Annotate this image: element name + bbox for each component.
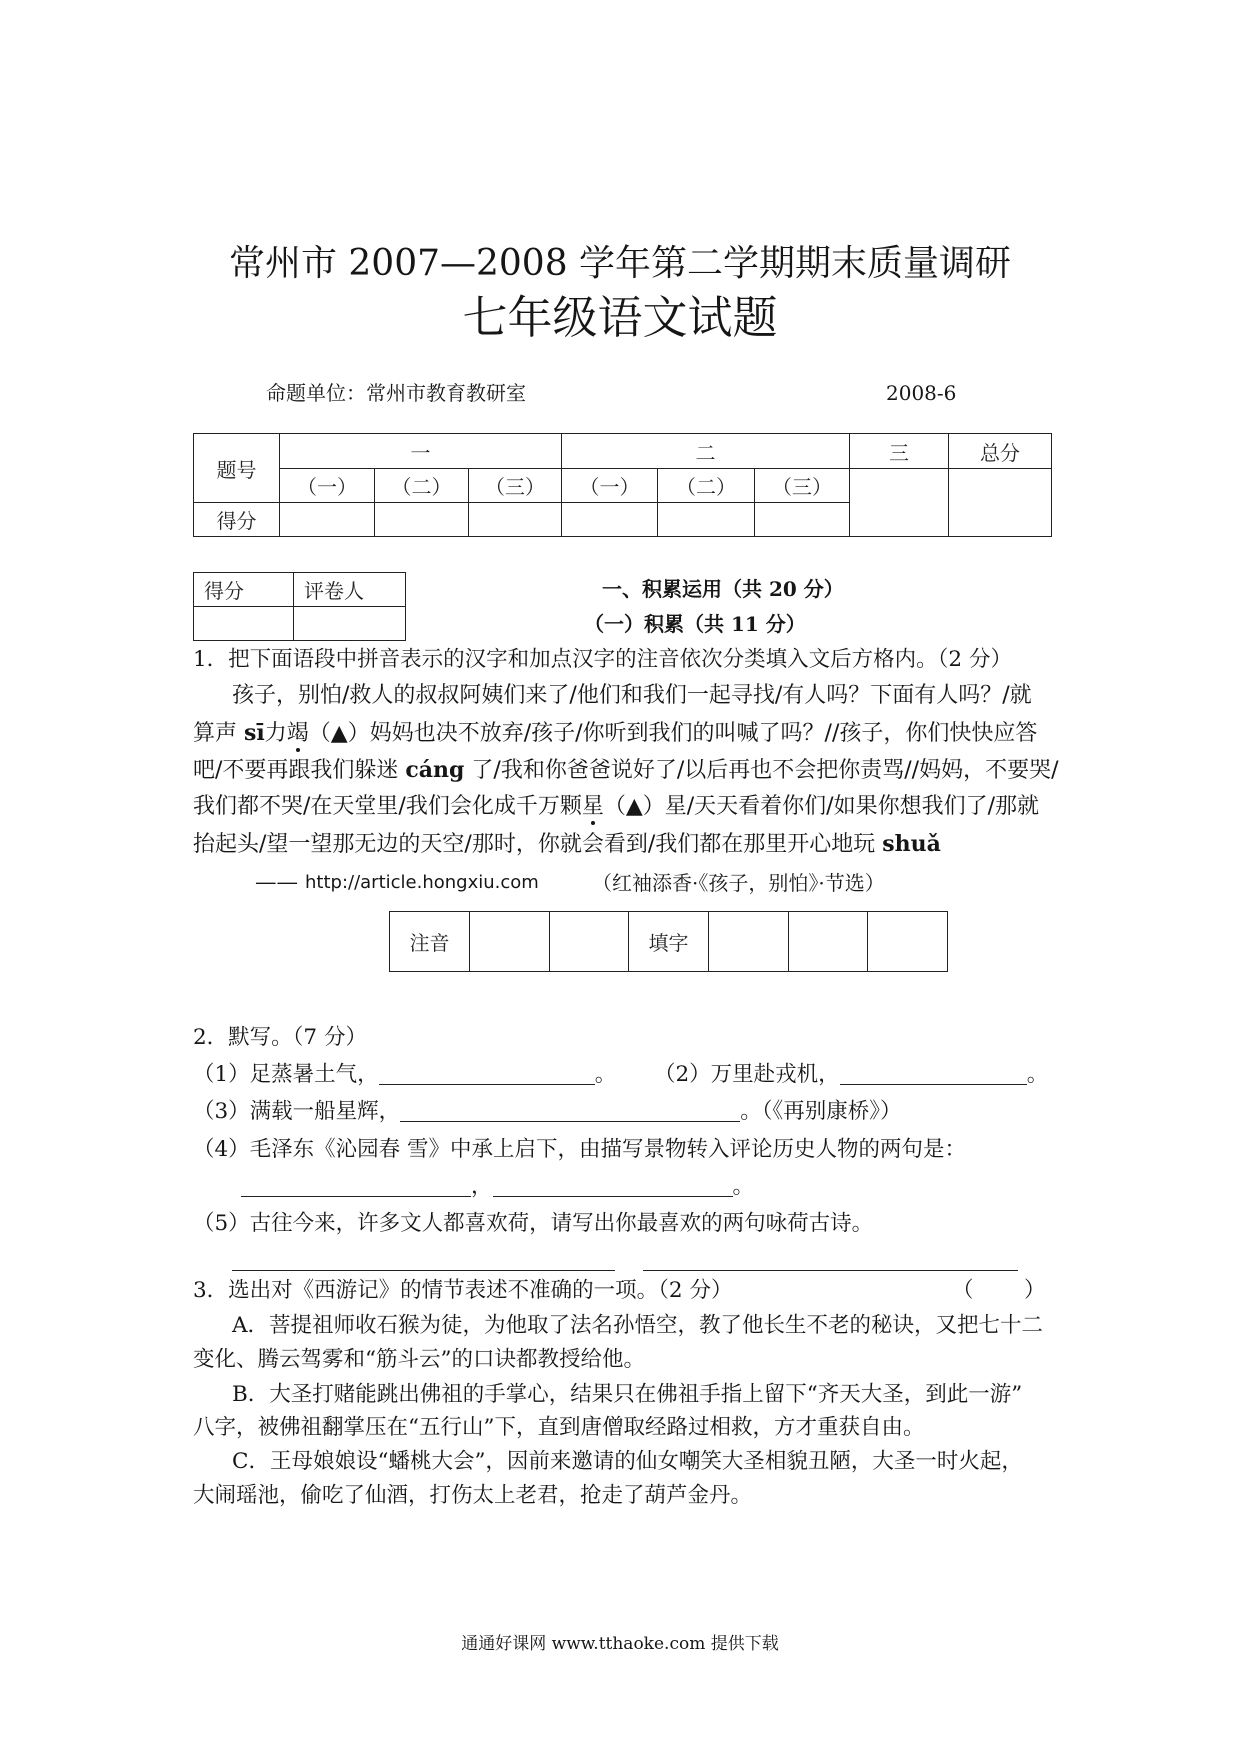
dictation-text: 。（《再别康桥》） xyxy=(740,1099,902,1124)
dictation-item-prompt: （4）毛泽东《沁园春 雪》中承上启下，由描写景物转入评论历史人物的两句是： xyxy=(193,1137,967,1162)
dictation-text: 。 xyxy=(1026,1062,1049,1087)
dotted-character: 竭 xyxy=(286,721,309,746)
grader-score-label: 得分 xyxy=(194,573,294,607)
passage-text: 我们都不哭/在天堂里/我们会化成千万颗 xyxy=(193,794,582,819)
source-url: http://article.hongxiu.com xyxy=(305,872,539,893)
passage-text: 算声 xyxy=(193,721,244,746)
score-cell xyxy=(658,503,755,537)
subpart-header: （一） xyxy=(280,469,375,503)
dictation-text: （3）满载一船星辉， xyxy=(193,1099,401,1124)
option-a-line: 变化、腾云驾雾和“筋斗云”的口诀都教授给他。 xyxy=(193,1347,645,1372)
pinyin-answer-cell xyxy=(470,912,550,972)
question-number-header: 题号 xyxy=(194,434,280,503)
passage-line xyxy=(193,755,1059,786)
score-cell xyxy=(469,503,562,537)
subpart-header: （三） xyxy=(469,469,562,503)
dictation-text: 。 xyxy=(732,1174,755,1199)
passage-line xyxy=(193,718,1037,749)
answer-bracket-close: ） xyxy=(1024,1278,1046,1303)
dictation-text: （2）万里赴戎机， xyxy=(654,1062,840,1087)
score-cell xyxy=(280,503,375,537)
dictation-text: （1）足蒸暑土气， xyxy=(193,1062,379,1087)
part-one-header: 一 xyxy=(280,434,562,469)
pinyin-text: shuǎ xyxy=(882,831,941,857)
passage-text: 了/我和你爸爸说好了/以后再也不会把你责骂//妈妈，不要哭/ xyxy=(464,758,1059,783)
dictation-text: 。 xyxy=(594,1062,617,1087)
grader-name-label: 评卷人 xyxy=(294,573,406,607)
answer-blank xyxy=(232,1270,615,1271)
answer-blank xyxy=(493,1175,733,1198)
grader-box xyxy=(193,572,406,641)
option-c-line: 大闹瑶池，偷吃了仙酒，打伤太上老君，抢走了葫芦金丹。 xyxy=(193,1483,753,1508)
pinyin-answer-label: 注音 xyxy=(390,912,470,972)
subpart-header: （二） xyxy=(658,469,755,503)
pinyin-text: cáng xyxy=(405,757,465,783)
option-b-line: B．大圣打赌能跳出佛祖的手掌心，结果只在佛祖手指上留下“齐天大圣，到此一游” xyxy=(232,1382,1023,1407)
passage-text: （▲）星/天天看着你们/如果你想我们了/那就 xyxy=(603,794,1040,819)
pinyin-answer-cell xyxy=(550,912,629,972)
dictation-text: ， xyxy=(471,1174,493,1199)
subpart-header: （一） xyxy=(562,469,658,503)
grader-name-cell xyxy=(294,607,406,641)
dictation-item-prompt: （5）古往今来，许多文人都喜欢荷，请写出你最喜欢的两句咏荷古诗。 xyxy=(193,1211,874,1236)
section-title: 一、积累运用（共 20 分） xyxy=(602,577,844,601)
exam-title: 常州市 2007—2008 学年第二学期期末质量调研 xyxy=(228,243,1012,284)
answer-bracket-open: （ xyxy=(952,1278,974,1303)
passage-line: 孩子，别怕/救人的叔叔阿姨们来了/他们和我们一起寻找/有人吗？下面有人吗？/就 xyxy=(232,683,1032,708)
score-cell xyxy=(375,503,469,537)
dotted-character: 星 xyxy=(581,794,604,819)
part-three-score-cell xyxy=(850,469,949,537)
setter-label: 命题单位：常州市教育教研室 xyxy=(266,381,526,405)
part-two-header: 二 xyxy=(562,434,850,469)
passage-line xyxy=(193,792,1039,822)
exam-date: 2008-6 xyxy=(886,381,957,405)
passage-line xyxy=(193,829,941,860)
dictation-item xyxy=(654,1060,1048,1090)
answer-blank xyxy=(840,1063,1027,1086)
part-three-header: 三 xyxy=(850,434,949,469)
dictation-answer-line xyxy=(241,1172,754,1202)
total-score-cell xyxy=(949,469,1052,537)
source-note: （红袖添香·《孩子，别怕》·节选） xyxy=(592,871,885,895)
answer-blank xyxy=(400,1100,740,1123)
answer-blank xyxy=(643,1270,1018,1271)
subpart-header: （三） xyxy=(755,469,850,503)
fill-char-answer-cell xyxy=(709,912,789,972)
grader-score-cell xyxy=(194,607,294,641)
question-2-prompt: 2．默写。（7 分） xyxy=(193,1025,367,1050)
passage-text: （▲）妈妈也决不放弃/孩子/你听到我们的叫喊了吗？//孩子，你们快快应答 xyxy=(308,721,1038,746)
source-dash: —— xyxy=(255,870,298,895)
score-row-label: 得分 xyxy=(194,503,280,537)
dictation-item xyxy=(193,1097,901,1127)
passage-text: 力 xyxy=(264,721,287,746)
fill-char-label: 填字 xyxy=(629,912,709,972)
score-summary-table xyxy=(193,433,1052,537)
answer-blank xyxy=(241,1175,471,1198)
answer-blank xyxy=(379,1063,595,1086)
option-a-line: A．菩提祖师收石猴为徒，为他取了法名孙悟空，教了他长生不老的秘诀，又把七十二 xyxy=(232,1313,1044,1338)
footer-source: 通通好课网 www.tthaoke.com 提供下载 xyxy=(461,1634,779,1654)
pinyin-text: sī xyxy=(244,720,265,746)
answer-grid xyxy=(389,911,948,972)
total-score-header: 总分 xyxy=(949,434,1052,469)
option-c-line: C．王母娘娘设“蟠桃大会”，因前来邀请的仙女嘲笑大圣相貌丑陋，大圣一时火起， xyxy=(232,1449,1023,1474)
fill-char-answer-cell xyxy=(868,912,948,972)
section-subtitle: （一）积累（共 11 分） xyxy=(584,612,806,636)
score-cell xyxy=(562,503,658,537)
question-3-prompt: 3．选出对《西游记》的情节表述不准确的一项。（2 分） xyxy=(193,1278,733,1303)
question-1-prompt: 1．把下面语段中拼音表示的汉字和加点汉字的注音依次分类填入文后方格内。（2 分） xyxy=(193,647,1012,672)
passage-text: 抬起头/望一望那无边的天空/那时，你就会看到/我们都在那里开心地玩 xyxy=(193,832,883,857)
exam-subject-title: 七年级语文试题 xyxy=(462,291,778,344)
fill-char-answer-cell xyxy=(789,912,868,972)
dictation-item xyxy=(193,1060,616,1090)
score-cell xyxy=(755,503,850,537)
passage-text: 吧/不要再跟我们躲迷 xyxy=(193,758,406,783)
option-b-line: 八字，被佛祖翻掌压在“五行山”下，直到唐僧取经路过相救，方才重获自由。 xyxy=(193,1415,925,1440)
subpart-header: （二） xyxy=(375,469,469,503)
